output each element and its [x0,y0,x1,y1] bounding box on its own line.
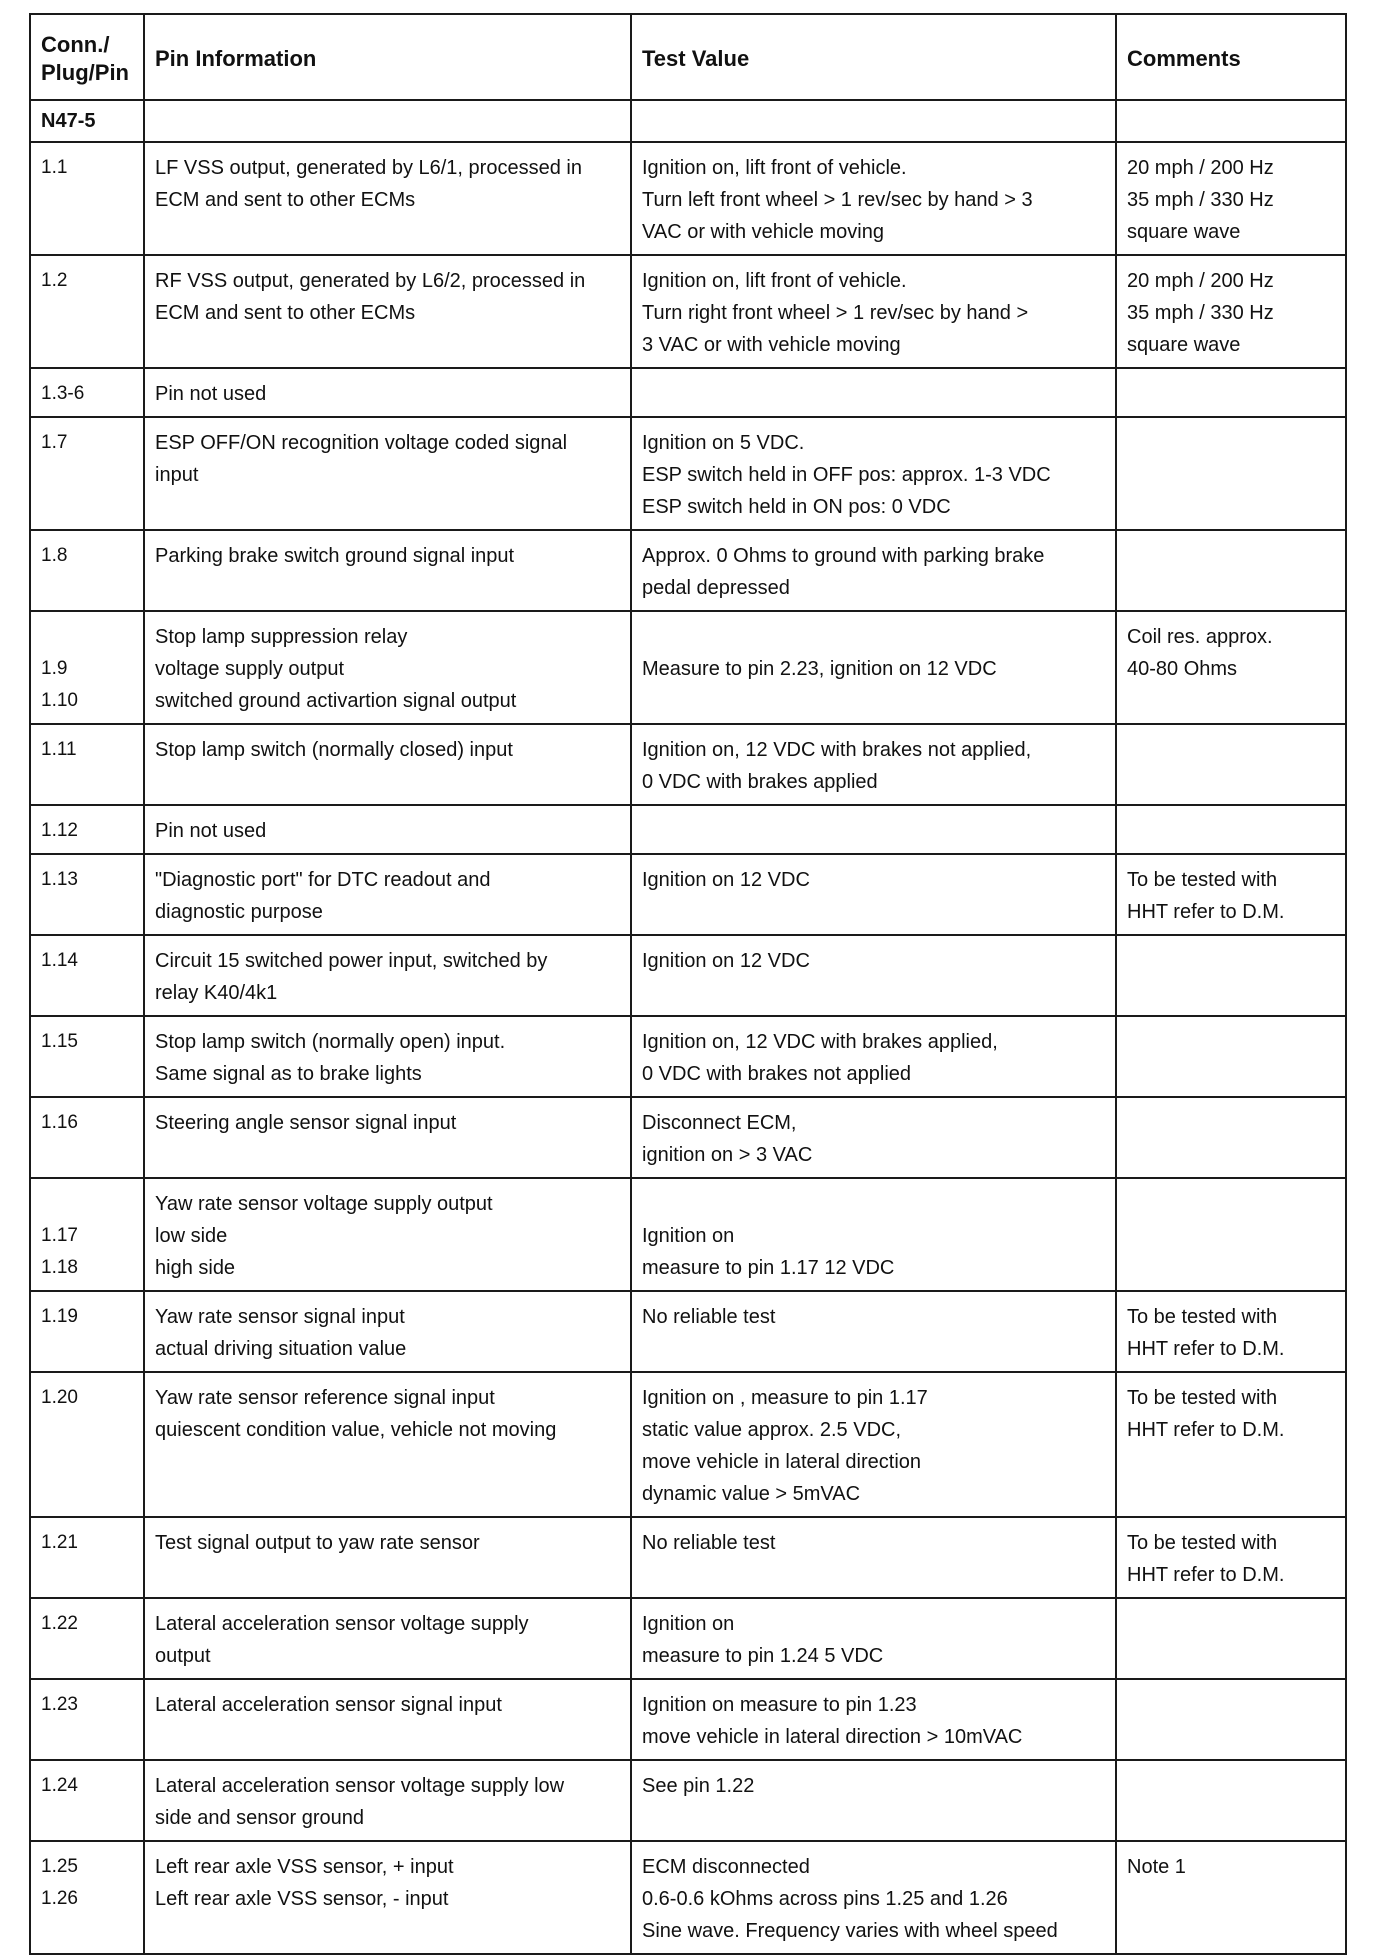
table-row [30,1841,1346,1954]
pin-cell [30,255,144,368]
pin-line: 1.16 [41,1112,78,1133]
pin-info-cell [144,1679,631,1760]
test-value-line: Ignition on [642,1613,735,1635]
comment-line: To be tested with [1127,1532,1278,1554]
test-value-line: Sine wave. Frequency varies with wheel speed [642,1920,1058,1942]
comment-cell [1116,1178,1346,1291]
pin-line: 1.8 [41,545,68,566]
pin-info-line: switched ground activartion signal output [155,690,517,712]
pin-cell [30,1178,144,1291]
pin-cell [30,611,144,724]
comment-cell [1116,805,1346,854]
comment-line: Coil res. approx. [1127,626,1273,648]
table-row [30,1679,1346,1760]
comment-cell [1116,611,1346,724]
pin-cell [30,1016,144,1097]
pin-cell [30,935,144,1016]
comment-cell [1116,255,1346,368]
pin-info-cell [144,530,631,611]
test-value-cell [631,1841,1116,1954]
test-value-line: pedal depressed [642,577,790,599]
pin-info-line: Pin not used [155,383,267,405]
pin-info-cell [144,724,631,805]
test-value-line: Ignition on 5 VDC. [642,432,805,454]
pin-line: 1.25 [41,1856,78,1877]
pin-info-line: Yaw rate sensor signal input [155,1306,405,1328]
test-value-line: 0 VDC with brakes not applied [642,1063,912,1085]
test-value-cell [631,724,1116,805]
comment-cell [1116,1291,1346,1372]
pin-info-cell [144,1517,631,1598]
table-row [30,368,1346,417]
pin-info-cell [144,1291,631,1372]
test-value-cell [631,1291,1116,1372]
pin-cell [30,142,144,255]
pin-line: 1.7 [41,432,68,453]
pin-info-cell [144,1178,631,1291]
test-value-cell [631,611,1116,724]
comment-cell [1116,368,1346,417]
table-row [30,611,1346,724]
table-row [30,255,1346,368]
pin-cell [30,805,144,854]
pin-cell [30,724,144,805]
pin-info-cell [144,368,631,417]
pin-line: 1.2 [41,270,68,291]
test-value-line: Disconnect ECM, [642,1112,797,1134]
section-empty-cell [1116,100,1346,142]
pin-info-line: LF VSS output, generated by L6/1, processed in [155,157,582,179]
test-value-line: measure to pin 1.17 12 VDC [642,1257,895,1279]
pin-info-line: ECM and sent to other ECMs [155,302,416,324]
pin-info-line: Lateral acceleration sensor signal input [155,1694,502,1716]
pin-cell [30,854,144,935]
pin-info-line: Same signal as to brake lights [155,1063,422,1085]
section-label: N47-5 [30,100,144,142]
pin-info-cell [144,935,631,1016]
pin-info-cell [144,805,631,854]
comment-line: HHT refer to D.M. [1127,1338,1285,1360]
pin-table-sheet [29,13,1345,1955]
pin-line: 1.14 [41,950,78,971]
comment-cell [1116,142,1346,255]
pin-line [41,621,135,653]
pin-info-cell [144,1097,631,1178]
table-body [30,100,1346,1954]
comment-cell [1116,1517,1346,1598]
pin-cell [30,530,144,611]
comment-line: HHT refer to D.M. [1127,1419,1285,1441]
comment-line: HHT refer to D.M. [1127,901,1285,923]
pin-line: 1.26 [41,1888,78,1909]
pin-info-cell [144,1016,631,1097]
comment-cell [1116,1016,1346,1097]
comment-cell [1116,1372,1346,1517]
pin-info-cell [144,417,631,530]
comment-line: To be tested with [1127,1306,1278,1328]
pin-line: 1.24 [41,1775,78,1796]
pin-info-line: relay K40/4k1 [155,982,278,1004]
header-conn-line2: Plug/Pin [41,59,129,85]
test-value-line: move vehicle in lateral direction > 10mVAC [642,1726,1023,1748]
pin-info-line: Test signal output to yaw rate sensor [155,1532,480,1554]
pin-info-line: Parking brake switch ground signal input [155,545,515,567]
comment-cell [1116,1841,1346,1954]
table-row [30,530,1346,611]
pin-line: 1.23 [41,1694,78,1715]
pin-info-line: diagnostic purpose [155,901,323,923]
pin-line: 1.12 [41,820,78,841]
pin-line: 1.17 [41,1225,78,1246]
header-conn-line1: Conn./ [41,31,110,57]
pin-info-line: RF VSS output, generated by L6/2, processed in [155,270,586,292]
test-value-line: No reliable test [642,1532,776,1554]
pin-info-line: Steering angle sensor signal input [155,1112,457,1134]
table-row [30,1760,1346,1841]
test-value-line: Approx. 0 Ohms to ground with parking brake [642,545,1045,567]
test-value-line: Ignition on, 12 VDC with brakes not applied, [642,739,1032,761]
pin-info-line: output [155,1645,211,1667]
pin-info-cell [144,255,631,368]
comment-line: To be tested with [1127,869,1278,891]
comment-cell [1116,417,1346,530]
test-value-line: 3 VAC or with vehicle moving [642,334,901,356]
table-row [30,1517,1346,1598]
comment-line: 35 mph / 330 Hz [1127,302,1274,324]
test-value-line: Ignition on, lift front of vehicle. [642,270,907,292]
header-pin-information: Pin Information [144,14,631,100]
pin-cell [30,1291,144,1372]
test-value-cell [631,142,1116,255]
pin-info-line: Pin not used [155,820,267,842]
pin-line: 1.1 [41,157,68,178]
pin-line: 1.18 [41,1257,78,1278]
test-value-line: Ignition on [642,1225,735,1247]
pin-line: 1.21 [41,1532,78,1553]
test-value-line: Measure to pin 2.23, ignition on 12 VDC [642,658,997,680]
pin-info-line: Left rear axle VSS sensor, - input [155,1888,449,1910]
table-row [30,854,1346,935]
test-value-line: 0.6-0.6 kOhms across pins 1.25 and 1.26 [642,1888,1008,1910]
table-row [30,1291,1346,1372]
pin-info-line: actual driving situation value [155,1338,407,1360]
test-value-line: See pin 1.22 [642,1775,755,1797]
pin-info-line: Circuit 15 switched power input, switched by [155,950,548,972]
comment-cell [1116,1760,1346,1841]
pin-assignment-table [29,13,1347,1955]
pin-info-cell [144,1598,631,1679]
comment-line: 20 mph / 200 Hz [1127,157,1274,179]
table-row [30,1178,1346,1291]
comment-line: To be tested with [1127,1387,1278,1409]
test-value-line: ESP switch held in OFF pos: approx. 1-3 VDC [642,464,1051,486]
table-row [30,142,1346,255]
pin-info-line: Yaw rate sensor voltage supply output [155,1193,493,1215]
pin-info-cell [144,611,631,724]
comment-line: HHT refer to D.M. [1127,1564,1285,1586]
table-row [30,724,1346,805]
pin-info-line: Stop lamp switch (normally closed) input [155,739,513,761]
test-value-cell [631,255,1116,368]
pin-info-cell [144,854,631,935]
test-value-line: Ignition on, lift front of vehicle. [642,157,907,179]
pin-info-line: high side [155,1257,236,1279]
test-value-cell [631,1097,1116,1178]
comment-line: 35 mph / 330 Hz [1127,189,1274,211]
pin-info-line: Lateral acceleration sensor voltage supply [155,1613,529,1635]
pin-cell [30,417,144,530]
pin-cell [30,1372,144,1517]
test-value-line: Ignition on , measure to pin 1.17 [642,1387,928,1409]
test-value-line: measure to pin 1.24 5 VDC [642,1645,884,1667]
pin-info-line: low side [155,1225,228,1247]
pin-info-line: Left rear axle VSS sensor, + input [155,1856,454,1878]
pin-info-line: Yaw rate sensor reference signal input [155,1387,495,1409]
comment-line: square wave [1127,334,1241,356]
test-value-line: Ignition on, 12 VDC with brakes applied, [642,1031,998,1053]
test-value-cell [631,805,1116,854]
test-value-cell [631,1517,1116,1598]
pin-info-cell [144,1841,631,1954]
test-value-line: dynamic value > 5mVAC [642,1483,861,1505]
comment-cell [1116,1598,1346,1679]
table-row [30,1097,1346,1178]
test-value-line [642,1188,1107,1220]
test-value-line: 0 VDC with brakes applied [642,771,878,793]
comment-line: 20 mph / 200 Hz [1127,270,1274,292]
table-row [30,1372,1346,1517]
pin-info-line: side and sensor ground [155,1807,365,1829]
test-value-cell [631,368,1116,417]
pin-info-line: quiescent condition value, vehicle not moving [155,1419,557,1441]
test-value-cell [631,1598,1116,1679]
section-row [30,100,1346,142]
comment-cell [1116,724,1346,805]
test-value-line: ESP switch held in ON pos: 0 VDC [642,496,951,518]
test-value-line: Turn left front wheel > 1 rev/sec by hand > 3 [642,189,1033,211]
table-row [30,805,1346,854]
test-value-cell [631,935,1116,1016]
comment-line: square wave [1127,221,1241,243]
comment-cell [1116,935,1346,1016]
test-value-line: Ignition on measure to pin 1.23 [642,1694,917,1716]
pin-cell [30,1841,144,1954]
test-value-cell [631,854,1116,935]
pin-info-line: voltage supply output [155,658,345,680]
header-test-value: Test Value [631,14,1116,100]
test-value-line: VAC or with vehicle moving [642,221,884,243]
test-value-cell [631,1016,1116,1097]
comment-cell [1116,1097,1346,1178]
pin-cell [30,368,144,417]
pin-info-line: "Diagnostic port" for DTC readout and [155,869,491,891]
test-value-line: ignition on > 3 VAC [642,1144,813,1166]
pin-line: 1.10 [41,690,78,711]
pin-line: 1.15 [41,1031,78,1052]
pin-info-line: Lateral acceleration sensor voltage supply low [155,1775,565,1797]
test-value-cell [631,1679,1116,1760]
test-value-line: No reliable test [642,1306,776,1328]
test-value-line: static value approx. 2.5 VDC, [642,1419,902,1441]
comment-cell [1116,530,1346,611]
pin-info-line: ECM and sent to other ECMs [155,189,416,211]
test-value-cell [631,1372,1116,1517]
pin-cell [30,1598,144,1679]
test-value-line: Ignition on 12 VDC [642,869,810,891]
pin-line: 1.3-6 [41,383,85,404]
pin-info-line: Stop lamp switch (normally open) input. [155,1031,506,1053]
table-row [30,1016,1346,1097]
pin-info-line: input [155,464,199,486]
test-value-line: move vehicle in lateral direction [642,1451,922,1473]
header-conn-plug-pin [30,14,144,100]
pin-info-line: Stop lamp suppression relay [155,626,408,648]
test-value-cell [631,417,1116,530]
test-value-cell [631,530,1116,611]
table-row [30,417,1346,530]
section-empty-cell [144,100,631,142]
pin-line: 1.20 [41,1387,78,1408]
pin-line: 1.9 [41,658,68,679]
comment-cell [1116,854,1346,935]
test-value-line: ECM disconnected [642,1856,810,1878]
pin-cell [30,1097,144,1178]
comment-line: 40-80 Ohms [1127,658,1238,680]
comment-cell [1116,1679,1346,1760]
table-row [30,935,1346,1016]
section-empty-cell [631,100,1116,142]
comment-line: Note 1 [1127,1856,1186,1878]
table-row [30,1598,1346,1679]
pin-info-cell [144,142,631,255]
header-comments: Comments [1116,14,1346,100]
pin-cell [30,1760,144,1841]
pin-line: 1.11 [41,739,77,760]
test-value-cell [631,1760,1116,1841]
test-value-cell [631,1178,1116,1291]
test-value-line: Turn right front wheel > 1 rev/sec by hand > [642,302,1029,324]
header-row [30,14,1346,100]
pin-cell [30,1517,144,1598]
pin-info-cell [144,1372,631,1517]
pin-info-line: ESP OFF/ON recognition voltage coded signal [155,432,568,454]
pin-line [41,1188,135,1220]
test-value-line: Ignition on 12 VDC [642,950,810,972]
pin-line: 1.13 [41,869,78,890]
pin-line: 1.19 [41,1306,78,1327]
pin-info-cell [144,1760,631,1841]
pin-cell [30,1679,144,1760]
pin-line: 1.22 [41,1613,78,1634]
